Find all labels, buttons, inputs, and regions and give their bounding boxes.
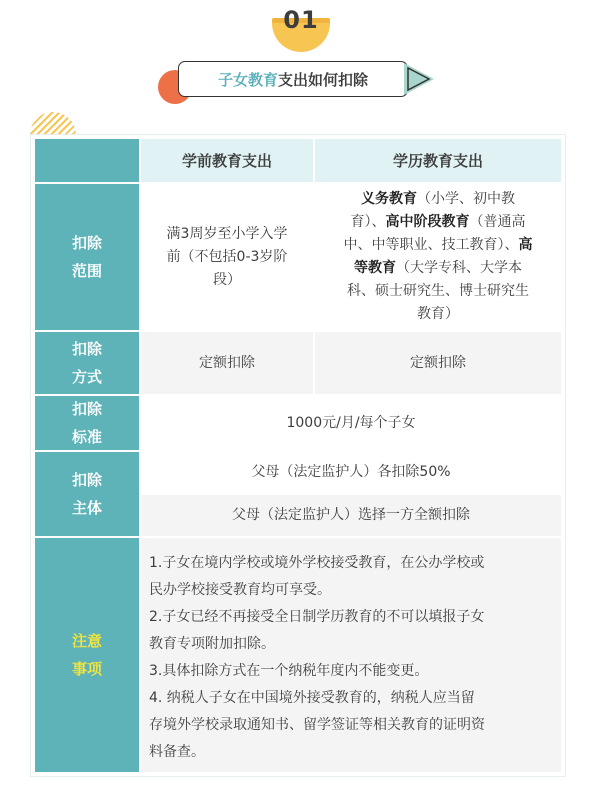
cell-notes (141, 538, 561, 772)
cell-text-line (344, 234, 533, 257)
note-line: 2.子女已经不再接受全日制学历教育的不可以填报子女 (149, 609, 485, 625)
col-header-academic: 学历教育支出 (315, 139, 561, 182)
bold-term: 等教育 (354, 260, 396, 276)
cell-subject-option-2: 父母（法定监护人）选择一方全额扣除 (141, 495, 561, 536)
row-label-line: 事项 (71, 660, 102, 678)
cell-method-academic: 定额扣除 (315, 332, 561, 394)
row-label-line: 扣除 (71, 471, 102, 489)
arrow-right-icon (404, 60, 438, 98)
cell-subject-option-1: 父母（法定监护人）各扣除50% (141, 452, 561, 493)
cell-scope-academic (315, 184, 561, 330)
cell-text-line (361, 188, 515, 211)
row-label-line: 扣除 (71, 234, 102, 252)
row-label-line: 扣除 (71, 340, 102, 358)
cell-text: 中、中等职业、技工教育）、 (343, 237, 519, 253)
cell-standard: 1000元/月/每个子女 (141, 396, 561, 450)
cell-text-line (351, 211, 526, 234)
row-label-notes (35, 538, 139, 772)
title-accent: 子女教育 (217, 70, 278, 89)
cell-text: （小学、初中教 (417, 191, 515, 207)
col-header-preschool: 学前教育支出 (141, 139, 313, 182)
note-line: 民办学校接受教育均可享受。 (149, 582, 331, 598)
cell-text-line: 教育） (417, 306, 459, 322)
row-label-line: 注意 (71, 632, 102, 650)
bold-term: 高中阶段教育 (385, 214, 470, 230)
row-label-line: 主体 (71, 499, 102, 517)
section-number-badge (272, 6, 330, 52)
note-line: 存境外学校录取通知书、留学签证等相关教育的证明资 (149, 717, 485, 733)
row-label-line: 标准 (71, 428, 102, 446)
note-line: 3.具体扣除方式在一个纳税年度内不能变更。 (149, 663, 429, 679)
cell-text-line: 满3周岁至小学入学 (166, 225, 288, 242)
row-label-line: 扣除 (71, 400, 102, 418)
title-rest: 支出如何扣除 (278, 70, 369, 89)
bold-term: 高 (518, 237, 533, 253)
cell-text: （大学专科、大学本 (396, 260, 522, 276)
cell-text-line: 科、硕士研究生、博士研究生 (347, 283, 529, 299)
cell-text-line: 段） (213, 271, 241, 288)
note-line: 4. 纳税人子女在中国境外接受教育的，纳税人应当留 (149, 690, 475, 706)
row-label-scope (35, 184, 139, 330)
cell-method-preschool: 定额扣除 (141, 332, 313, 394)
note-line: 料备查。 (149, 744, 205, 760)
cell-text: 育）、 (350, 214, 386, 230)
cell-text: （普通高 (469, 214, 526, 230)
table-corner (35, 139, 139, 182)
section-number: 01 (283, 6, 319, 34)
section-title (178, 61, 408, 97)
cell-scope-preschool (141, 184, 313, 330)
note-line: 1.子女在境内学校或境外学校接受教育，在公办学校或 (149, 555, 485, 571)
row-label-standard (35, 396, 139, 450)
cell-text-line (354, 257, 522, 280)
cell-text-line: 前（不包括0-3岁阶 (166, 248, 288, 265)
note-line: 教育专项附加扣除。 (149, 636, 275, 652)
row-label-line: 范围 (71, 262, 102, 280)
bold-term: 义务教育 (361, 191, 417, 207)
row-label-line: 方式 (71, 368, 102, 386)
row-label-method (35, 332, 139, 394)
row-label-subject (35, 452, 139, 536)
